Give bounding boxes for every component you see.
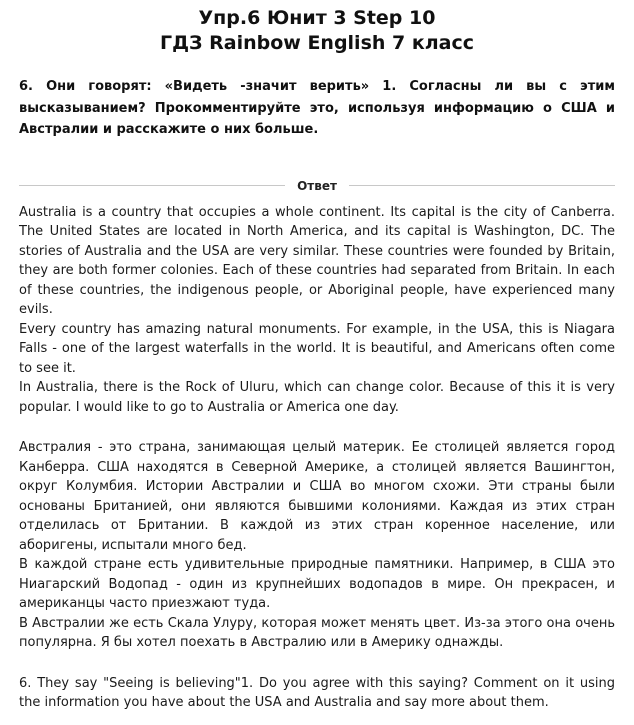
title-line-exercise: Упр.6 Юнит 3 Step 10 [198,7,436,29]
answer-label: Ответ [297,178,337,193]
answer-body [19,203,615,713]
answer-en-paragraph-2: Every country has amazing natural monuments. For example, in the USA, this is Niagara Falls - one of the largest waterfalls in the world. It is beautiful, and Americans often come to see it. [19,321,615,376]
divider-line-left [19,185,285,186]
answer-ru-paragraph-3: В Австралии же есть Скала Улуру, которая может менять цвет. Из-за этого она очень популярна. Я бы хотел поехать в Австралию или в Америку однажды. [19,615,615,650]
answer-ru-paragraph-2: В каждой стране есть удивительные природные памятники. Например, в США это Ниагарский Водопад - один из крупнейших водопадов в мире. Он прекрасен, и американцы часто приезжают туда. [19,557,615,611]
task-en-translation: 6. They say "Seeing is believing"1. Do you agree with this saying? Comment on it using the information you have about the USA and Australia and say more about them. [19,675,615,710]
divider-line-right [349,185,615,186]
answer-en-paragraph-3: In Australia, there is the Rock of Uluru, which can change color. Because of this it is very popular. I would like to go to Australia or America one day. [19,380,615,415]
answer-en-paragraph-1: Australia is a country that occupies a whole continent. Its capital is the city of Canberra. The United States are located in North America, and its capital is Washington, DC. The stories of Australia and the USA are very similar. These countries were founded by Britain, they are both former colonies. Each of these countries had separated from Britain. In each of these countries, the indigenous people, or Aboriginal people, have experienced many evils. [19,204,615,317]
page-content [19,0,615,713]
paragraph-gap [19,417,615,438]
page-title [19,6,615,56]
answer-ru-paragraph-1: Австралия - это страна, занимающая целый материк. Ее столицей является город Канберра. США находятся в Северной Америке, а столицей является Вашингтон, округ Колумбия. Истории Австралии и США во многом схожи. Эти страны были основаны Британией, они являются бывшими колониями. Каждая из этих стран отделилась от Британии. В каждой из этих стран коренное население, или аборигены, испытали много бед. [19,440,615,553]
paragraph-gap [19,653,615,674]
task-text: 6. Они говорят: «Видеть -значит верить» 1. Согласны ли вы с этим высказыванием? Прокомментируйте это, используя информацию о США и Австралии и расскажите о них больше. [19,79,615,137]
title-line-book: ГДЗ Rainbow English 7 класс [159,32,475,54]
answer-divider [19,176,615,196]
